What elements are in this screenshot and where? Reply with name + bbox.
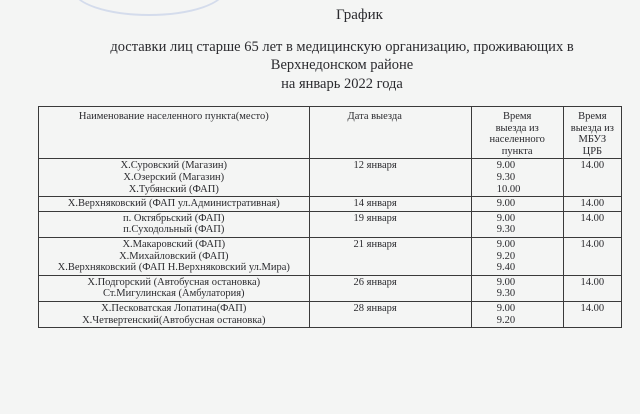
time-line: 10.00 bbox=[496, 183, 521, 195]
cell-return: 14.00 bbox=[563, 197, 621, 212]
table-row bbox=[39, 237, 622, 275]
cell-date: 21 января bbox=[309, 237, 471, 275]
cell-places bbox=[39, 197, 310, 212]
place-line: Х.Четвертенский(Автобусная остановка) bbox=[82, 314, 266, 326]
cell-times bbox=[471, 275, 563, 301]
cell-return: 14.00 bbox=[563, 301, 621, 327]
cell-places bbox=[39, 301, 310, 327]
header-time-mbuz bbox=[563, 107, 621, 159]
header-time-from-line: пункта bbox=[501, 145, 533, 157]
table-row bbox=[39, 159, 622, 197]
place-line: Х.Макаровский (ФАП) bbox=[122, 238, 226, 250]
cell-places bbox=[39, 159, 310, 197]
cell-date: 14 января bbox=[309, 197, 471, 212]
time-line: 9.00 bbox=[496, 302, 516, 314]
cell-times bbox=[471, 211, 563, 237]
time-line: 9.30 bbox=[496, 171, 516, 183]
time-line: 9.30 bbox=[496, 288, 516, 300]
table-row bbox=[39, 211, 622, 237]
time-line: 9.00 bbox=[496, 276, 516, 288]
place-line: п. Октябрьский (ФАП) bbox=[123, 212, 225, 224]
header-time-mbuz-line: ЦРБ bbox=[582, 145, 603, 157]
table-row bbox=[39, 197, 622, 212]
cell-return: 14.00 bbox=[563, 237, 621, 275]
cell-times bbox=[471, 159, 563, 197]
place-line: п.Суходольный (ФАП) bbox=[123, 224, 225, 236]
header-time-from-line: Время bbox=[502, 111, 532, 122]
place-line: Х.Верхняковский (ФАП ул.Административная) bbox=[67, 198, 280, 210]
place-line: Ст.Мигулинская (Амбулатория) bbox=[103, 288, 245, 300]
schedule-table bbox=[38, 106, 622, 328]
cell-times bbox=[471, 197, 563, 212]
cell-places bbox=[39, 237, 310, 275]
table-row bbox=[39, 275, 622, 301]
table-row bbox=[39, 301, 622, 327]
header-time-from bbox=[471, 107, 563, 159]
header-time-from-line: выезда из bbox=[495, 122, 539, 134]
cell-places bbox=[39, 275, 310, 301]
document-subtitle-line-2: Верхнедонском районе bbox=[270, 57, 414, 73]
cell-date: 26 января bbox=[309, 275, 471, 301]
time-line: 9.00 bbox=[496, 212, 516, 224]
cell-times bbox=[471, 237, 563, 275]
document-subtitle-line-1: доставки лиц старше 65 лет в медицинскую организацию, проживающих в bbox=[110, 39, 574, 55]
document-title: График bbox=[336, 7, 383, 23]
table-header-row bbox=[39, 107, 622, 159]
time-line: 9.20 bbox=[496, 314, 516, 326]
cell-return: 14.00 bbox=[563, 211, 621, 237]
header-date: Дата выезда bbox=[309, 107, 471, 159]
cell-return: 14.00 bbox=[563, 159, 621, 197]
place-line: Х.Озерский (Магазин) bbox=[123, 171, 225, 183]
place-line: Х.Верхняковский (ФАП Н.Верхняковский ул.Мира) bbox=[57, 262, 290, 274]
cell-date: 28 января bbox=[309, 301, 471, 327]
cell-return: 14.00 bbox=[563, 275, 621, 301]
time-line: 9.40 bbox=[496, 262, 516, 274]
cell-date: 19 января bbox=[309, 211, 471, 237]
time-line: 9.00 bbox=[496, 238, 516, 250]
header-place: Наименование населенного пункта(место) bbox=[39, 107, 310, 159]
place-line: Х.Подгорский (Автобусная остановка) bbox=[87, 276, 261, 288]
header-time-mbuz-line: МБУЗ bbox=[578, 134, 607, 146]
cell-places bbox=[39, 211, 310, 237]
header-time-mbuz-line: выезда из bbox=[570, 122, 614, 134]
time-line: 9.20 bbox=[496, 250, 516, 262]
header-time-from-line: населенного bbox=[489, 134, 545, 146]
place-line: Х.Михайловский (ФАП) bbox=[119, 250, 229, 262]
time-line: 9.00 bbox=[496, 198, 516, 210]
time-line: 9.00 bbox=[496, 160, 516, 172]
stamp-mark bbox=[72, 0, 226, 16]
place-line: Х.Суровский (Магазин) bbox=[120, 160, 228, 172]
header-time-mbuz-line: Время bbox=[578, 111, 607, 122]
place-line: Х.Тубянский (ФАП) bbox=[128, 183, 219, 195]
cell-times bbox=[471, 301, 563, 327]
document-subtitle-line-3: на январь 2022 года bbox=[281, 76, 403, 92]
place-line: Х.Песковатская Лопатина(ФАП) bbox=[101, 302, 247, 314]
time-line: 9.30 bbox=[496, 224, 516, 236]
cell-date: 12 января bbox=[309, 159, 471, 197]
